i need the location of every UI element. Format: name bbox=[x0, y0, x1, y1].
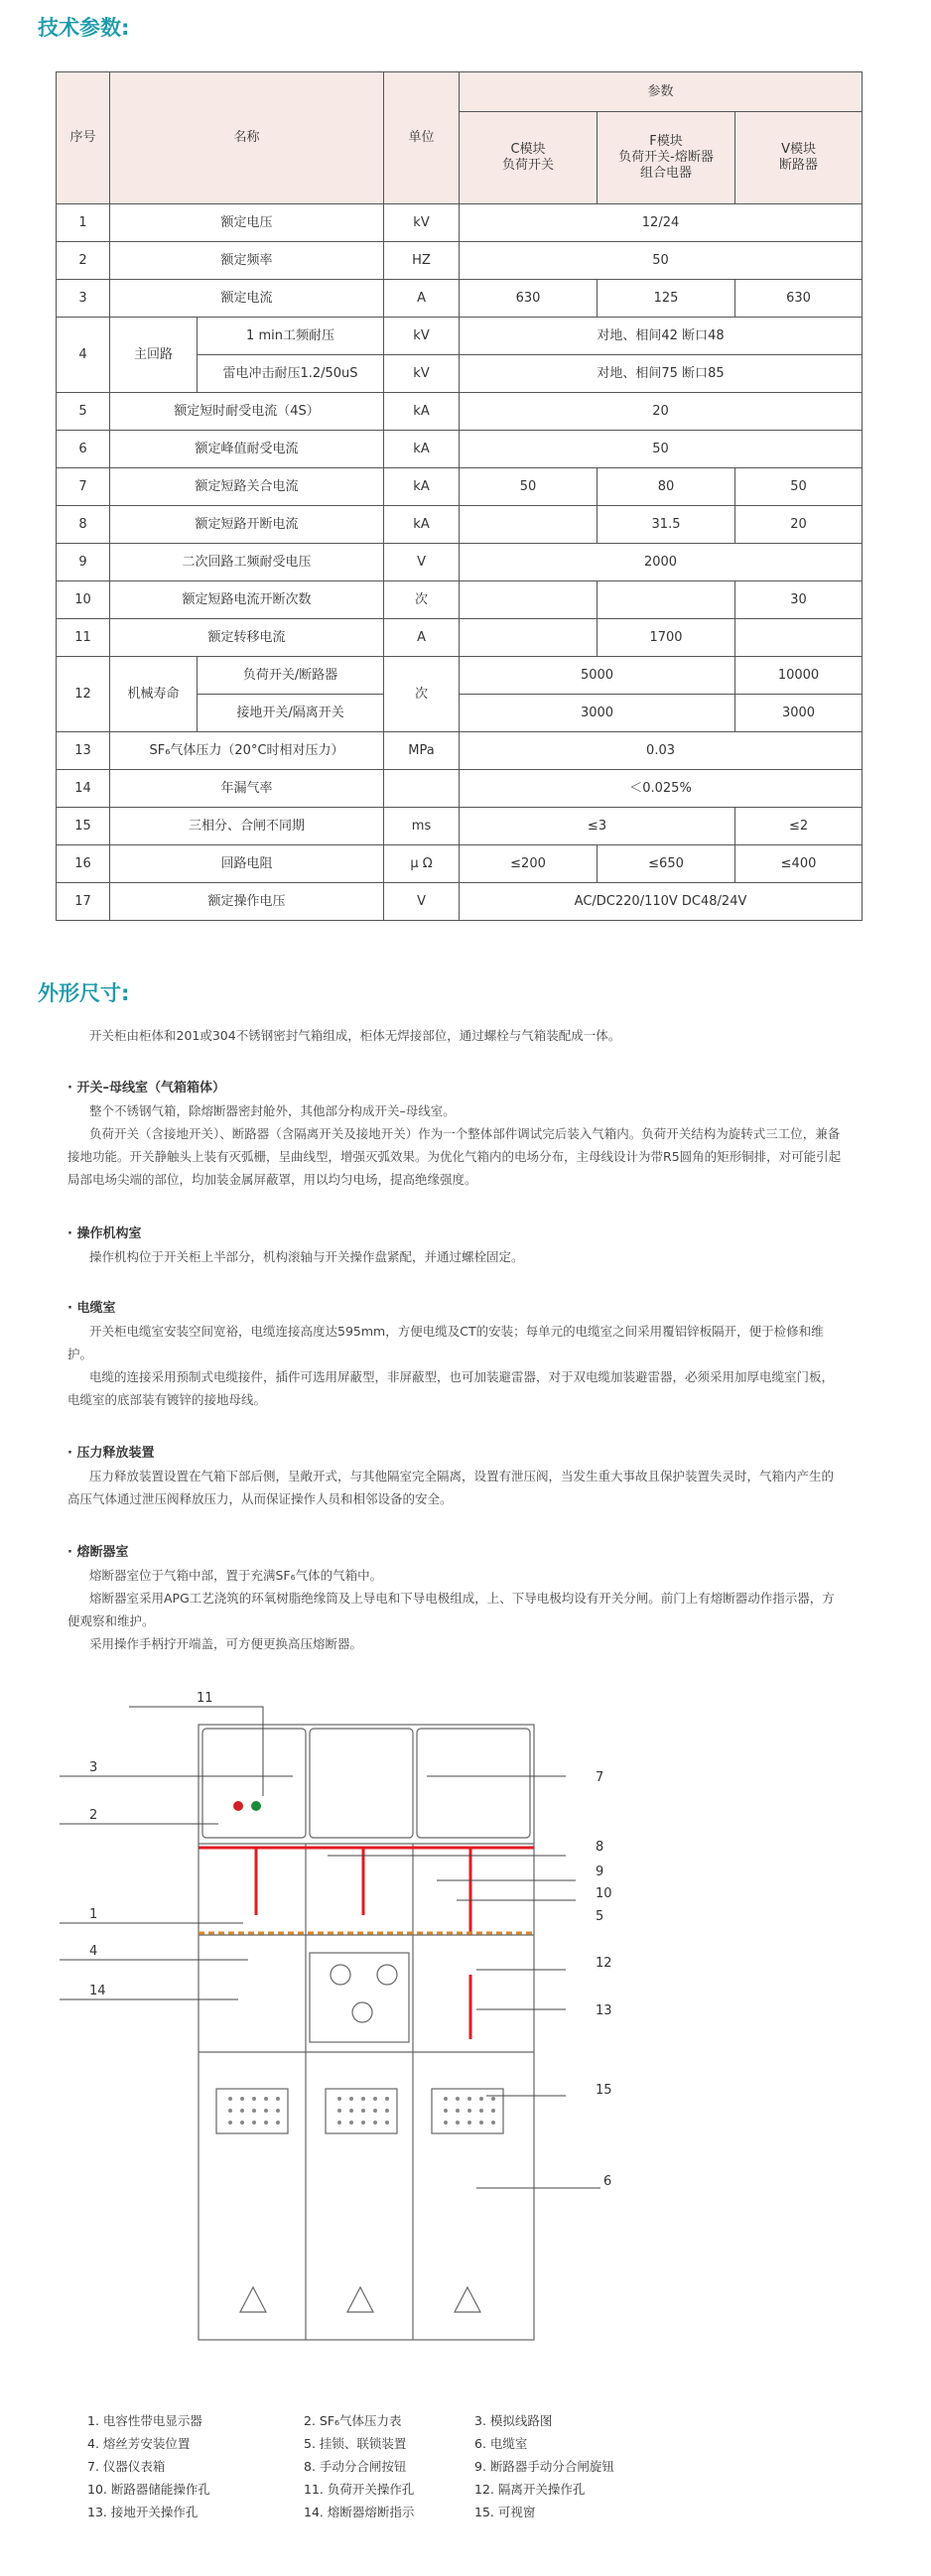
callout-label: 5 bbox=[596, 1909, 604, 1924]
section-body: 压力释放装置设置在气箱下部后侧，呈敞开式，与其他隔室完全隔离，设置有泄压阀，当发生重大事故且保护装置失灵时，气箱内产生的高压气体通过泄压阀释放压力，从而保证操作人员和相邻设备的安全。 bbox=[67, 1469, 835, 1506]
table-row: 1 额定电压 kV 12/24 bbox=[57, 204, 863, 242]
callout-label: 4 bbox=[89, 1944, 98, 1959]
fuse-position bbox=[352, 2002, 372, 2022]
col-no: 序号 bbox=[57, 72, 110, 204]
legend-item: 15. 可视窗 bbox=[474, 2505, 536, 2519]
table-row: 9 二次回路工频耐受电压 V 2000 bbox=[57, 544, 863, 581]
warning-icon bbox=[347, 2287, 373, 2312]
legend-item: 12. 隔离开关操作孔 bbox=[474, 2482, 586, 2497]
callout-label: 11 bbox=[197, 1691, 213, 1706]
section-body: 开关柜电缆室安装空间宽裕，电缆连接高度达595mm，方便电缆及CT的安装；每单元的电缆室之间采用覆铝锌板隔开，便于检修和维护。 电缆的连接采用预制式电缆接件，插件可选用屏蔽型，非屏蔽型，也可加装避雷器，对于双电缆加装避雷器，必须采用加厚电缆室门板，电缆室的底部装有镀锌的接地母线。 bbox=[67, 1324, 835, 1407]
table-row: 17 额定操作电压 V AC/DC220/110V DC48/24V bbox=[57, 883, 863, 921]
dims-heading: 外形尺寸: bbox=[38, 981, 130, 1005]
busbar-mimic bbox=[199, 1848, 534, 2039]
legend-item: 11. 负荷开关操作孔 bbox=[304, 2482, 415, 2497]
legend-item: 6. 电缆室 bbox=[474, 2436, 528, 2451]
callout-label: 9 bbox=[596, 1865, 604, 1879]
col-unit: 单位 bbox=[384, 72, 460, 204]
section-title: · 开关–母线室（气箱箱体） bbox=[67, 1081, 225, 1095]
indicator-lamp bbox=[251, 1801, 261, 1811]
fuse-position bbox=[377, 1965, 397, 1985]
table-row: 7 额定短路关合电流 kA 50 80 50 bbox=[57, 468, 863, 506]
table-row: 8 额定短路开断电流 kA 31.5 20 bbox=[57, 506, 863, 544]
col-name: 名称 bbox=[110, 72, 384, 204]
table-row: 接地开关/隔离开关 3000 3000 bbox=[57, 695, 863, 732]
legend-item: 1. 电容性带电显示器 bbox=[87, 2413, 202, 2428]
section-title: · 电缆室 bbox=[67, 1301, 116, 1316]
cabinet-outline bbox=[199, 1725, 534, 2340]
callout-label: 10 bbox=[596, 1886, 612, 1901]
fuse-panel bbox=[310, 1953, 409, 2042]
warning-icon bbox=[455, 2287, 480, 2312]
callout-label: 13 bbox=[596, 2003, 612, 2018]
table-row: 11 额定转移电流 A 1700 bbox=[57, 619, 863, 657]
table-row: 13 SF₆气体压力（20°C时相对压力） MPa 0.03 bbox=[57, 732, 863, 770]
legend-item: 8. 手动分合闸按钮 bbox=[304, 2459, 407, 2474]
spec-table bbox=[56, 71, 863, 921]
legend-item: 3. 模拟线路图 bbox=[474, 2413, 553, 2428]
col-f-module: F模块 负荷开关-熔断器 组合电器 bbox=[598, 112, 735, 204]
table-row: 雷电冲击耐压1.2/50uS kV 对地、相间75 断口85 bbox=[57, 355, 863, 393]
table-row: 10 额定短路电流开断次数 次 30 bbox=[57, 581, 863, 619]
table-row: 4 主回路 1 min工频耐压 kV 对地、相间42 断口48 bbox=[57, 318, 863, 355]
table-row: 2 额定频率 HZ 50 bbox=[57, 242, 863, 280]
table-row: 6 额定峰值耐受电流 kA 50 bbox=[57, 431, 863, 468]
indicator-lamp bbox=[233, 1801, 243, 1811]
col-v-module: V模块 断路器 bbox=[735, 112, 863, 204]
callout-label: 15 bbox=[596, 2083, 612, 2098]
table-row: 5 额定短时耐受电流（4S） kA 20 bbox=[57, 393, 863, 431]
legend-item: 2. SF₆气体压力表 bbox=[304, 2413, 402, 2428]
table-row: 3 额定电流 A 630 125 630 bbox=[57, 280, 863, 318]
instrument-box bbox=[202, 1729, 306, 1838]
callout-label: 2 bbox=[89, 1808, 98, 1823]
table-row: 12 机械寿命 负荷开关/断路器 次 5000 10000 bbox=[57, 657, 863, 695]
section-title: · 操作机构室 bbox=[67, 1226, 142, 1241]
callout-label: 12 bbox=[596, 1956, 612, 1971]
legend-item: 13. 接地开关操作孔 bbox=[87, 2505, 199, 2519]
callout-label: 7 bbox=[596, 1770, 604, 1785]
callout-lines bbox=[60, 1707, 600, 2188]
section-title: · 熔断器室 bbox=[67, 1545, 129, 1560]
table-row: 16 回路电阻 μ Ω ≤200 ≤650 ≤400 bbox=[57, 845, 863, 883]
legend-item: 7. 仪器仪表箱 bbox=[87, 2459, 166, 2474]
spec-heading: 技术参数: bbox=[38, 16, 130, 40]
legend-item: 10. 断路器储能操作孔 bbox=[87, 2482, 210, 2497]
legend-item: 5. 挂锁、联锁装置 bbox=[304, 2436, 407, 2451]
legend-item: 9. 断路器手动分合闸旋钮 bbox=[474, 2459, 614, 2474]
switchgear-diagram bbox=[60, 1677, 675, 2352]
section-body: 操作机构位于开关柜上半部分，机构滚轴与开关操作盘紧配，并通过螺栓固定。 bbox=[89, 1249, 524, 1264]
section-title: · 压力释放装置 bbox=[67, 1446, 155, 1461]
instrument-box bbox=[417, 1729, 530, 1838]
warning-icon bbox=[240, 2287, 266, 2312]
table-row: 14 年漏气率 ＜0.025% bbox=[57, 770, 863, 808]
section-body: 熔断器室位于气箱中部，置于充满SF₆气体的气箱中。 熔断器室采用APG工艺浇筑的环氧树脂绝缘筒及上导电和下导电极组成，上、下导电极均设有开关分闸。前门上有熔断器动作指示器，方便观察和维护。 采用操作手柄拧开端盖，可方便更换高压熔断器。 bbox=[67, 1568, 835, 1651]
col-c-module: C模块 负荷开关 bbox=[460, 112, 598, 204]
instrument-box bbox=[310, 1729, 413, 1838]
callout-label: 8 bbox=[596, 1840, 604, 1855]
callout-label: 3 bbox=[89, 1760, 98, 1775]
callout-label: 1 bbox=[89, 1907, 98, 1922]
col-params: 参数 bbox=[460, 72, 863, 112]
table-row: 15 三相分、合闸不同期 ms ≤3 ≤2 bbox=[57, 808, 863, 845]
callout-label: 14 bbox=[89, 1984, 106, 1998]
callout-label: 6 bbox=[603, 2174, 612, 2189]
legend-item: 4. 熔丝芳安装位置 bbox=[87, 2436, 191, 2451]
fuse-position bbox=[331, 1965, 350, 1985]
legend-item: 14. 熔断器熔断指示 bbox=[304, 2505, 415, 2519]
intro-text: 开关柜由柜体和201或304不锈钢密封气箱组成，柜体无焊接部位，通过螺栓与气箱装配成一体。 bbox=[89, 1028, 621, 1043]
section-body: 整个不锈钢气箱，除熔断器密封舱外，其他部分构成开关–母线室。 负荷开关（含接地开关）、断路器（含隔离开关及接地开关）作为一个整体部件调试完后装入气箱内。负荷开关结构为旋转式三工位，兼备接地功能。开关静触头上装有灭弧栅，呈曲线型，增强灭弧效果。为优化气箱内的电场分布，主母线设计为带R5圆角的矩形铜排，对可能引起局部电场尖端的部位，均加装金属屏蔽罩，用以均匀电场，提高绝缘强度。 bbox=[67, 1103, 842, 1187]
